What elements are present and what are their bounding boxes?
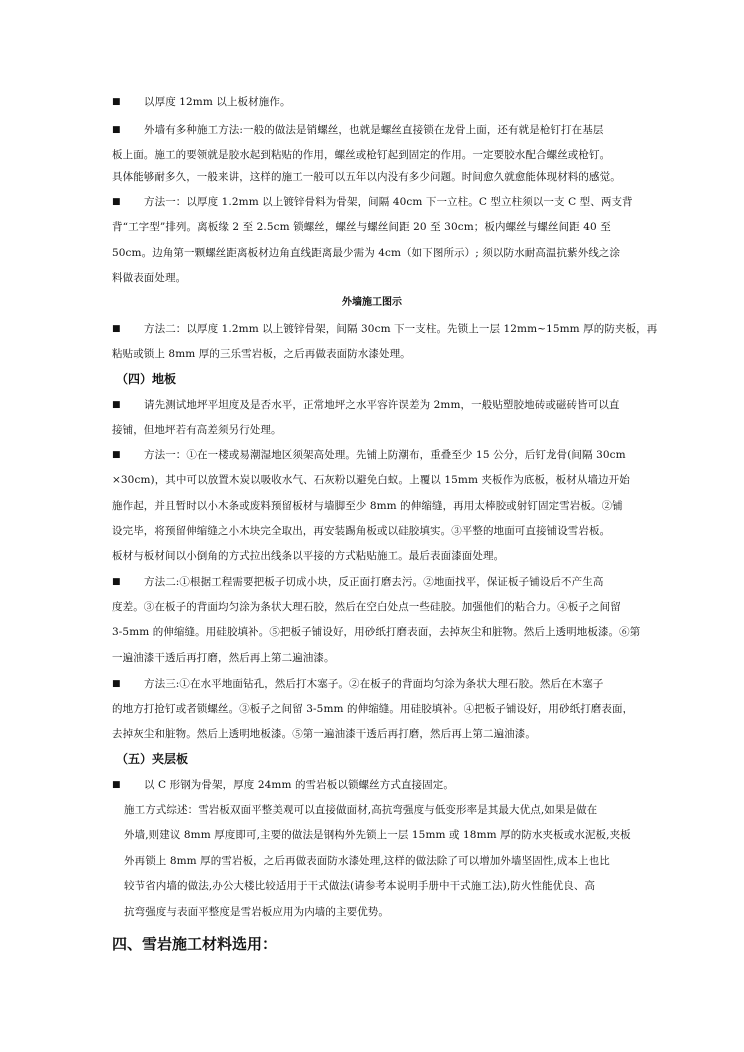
chapter-heading: 四、雪岩施工材料选用：: [112, 935, 278, 953]
paragraph-line: 的地方打抢钉或者锁螺丝。③板子之间留 3-5mm 的伸缩缝。用硅胶填补。④把板子铺设好，用砂纸打磨表面，: [112, 703, 634, 715]
bullet-marker: ■: [112, 197, 121, 207]
paragraph-line: 以 C 形钢为骨架，厚度 24mm 的雪岩板以锁螺丝方式直接固定。: [144, 779, 454, 791]
paragraph-line: ×30cm)，其中可以放置木炭以吸收水气、石灰粉以避免白蚁。上覆以 15mm 夹板作为底板，板材从墙边开始: [112, 474, 630, 486]
paragraph-line: 板上面。施工的要领就是胶水起到粘贴的作用，螺丝或枪钉起到固定的作用。一定要胶水配合螺丝或枪钉。: [112, 149, 611, 161]
bullet-marker: ■: [112, 324, 121, 334]
paragraph-line: 较节省内墙的做法,办公大楼比较适用于干式做法(请参考本说明手册中干式施工法),防火性能优良、高: [124, 880, 596, 892]
paragraph-line: 方法二:①根据工程需要把板子切成小块，反正面打磨去污。②地面找平，保证板子铺设后不产生高: [144, 576, 604, 588]
paragraph-line: 方法一：以厚度 1.2mm 以上镀锌骨料为骨架，间隔 40cm 下一立柱。C 型立柱须以一支 C 型、两支背: [144, 196, 633, 208]
paragraph-line: 背“工字型”排列。离板缘 2 至 2.5cm 锁螺丝，螺丝与螺丝间距 20 至 30cm；板内螺丝与螺丝间距 40 至: [112, 221, 611, 233]
paragraph-line: 设完毕，将预留伸缩缝之小木块完全取出，再安装踢角板或以硅胶填实。③平整的地面可直接铺设雪岩板。: [112, 525, 611, 537]
paragraph-line: 施作起，并且暂时以小木条或废料预留板材与墙脚至少 8mm 的伸缩缝，再用太棒胶或射钉固定雪岩板。②铺: [112, 500, 623, 512]
section-heading: （五）夹层板: [116, 752, 189, 766]
paragraph-line: 一遍油漆干透后再打磨，然后再上第二遍油漆。: [112, 652, 335, 664]
paragraph-line: 抗弯强度与表面平整度是雪岩板应用为内墙的主要优势。: [124, 906, 389, 918]
paragraph-line: 方法三:①在水平地面钻孔，然后打木塞子。②在板子的背面均匀涂为条状大理石胶。然后在木塞子: [144, 678, 604, 690]
paragraph-line: 粘贴或锁上 8mm 厚的三乐雪岩板，之后再做表面防水漆处理。: [112, 348, 411, 360]
paragraph-line: 板材与板材间以小倒角的方式拉出线条以平接的方式粘贴施工。最后表面漆面处理。: [112, 550, 505, 562]
bullet-marker: ■: [112, 780, 121, 790]
bullet-marker: ■: [112, 97, 121, 107]
paragraph-line: 去掉灰尘和脏物。然后上透明地板漆。⑤第一遍油漆干透后再打磨，然后再上第二遍油漆。: [112, 728, 536, 740]
paragraph-line: 50cm。边角第一颗螺丝距离板材边角直线距离最少需为 4cm（如下图所示）; 须以防水耐高温抗紫外线之涂: [112, 247, 621, 259]
paragraph-line: 度差。③在板子的背面均匀涂为条状大理石胶，然后在空白处点一些硅胶。加强他们的粘合力。④板子之间留: [112, 601, 621, 613]
figure-caption: 外墙施工图示: [342, 297, 402, 308]
section-heading: （四）地板: [116, 372, 177, 386]
paragraph-line: 具体能够耐多久，一般来讲，这样的施工一般可以五年以内没有多少问题。时间愈久就愈能体现材料的感觉。: [112, 171, 621, 183]
bullet-marker: ■: [112, 577, 121, 587]
paragraph-line: 料做表面处理。: [112, 272, 187, 284]
paragraph-line: 方法一：①在一楼或易潮湿地区须架高处理。先铺上防潮布，重叠至少 15 公分，后钉龙骨(间隔 30cm: [144, 449, 626, 461]
paragraph-line: 请先测试地坪平坦度及是否水平，正常地坪之水平容许误差为 2mm，一般贴塑胶地砖或磁砖皆可以直: [144, 399, 620, 411]
bullet-marker: ■: [112, 125, 121, 135]
bullet-marker: ■: [112, 679, 121, 689]
paragraph-line: 外墙,则建议 8mm 厚度即可,主要的做法是钢构外先锁上一层 15mm 或 18mm 厚的防水夹板或水泥板,夹板: [124, 829, 631, 841]
paragraph-line: 方法二：以厚度 1.2mm 以上镀锌骨架，间隔 30cm 下一支柱。先锁上一层 12mm~15mm 厚的防夹板，再: [144, 323, 658, 335]
paragraph-line: 3-5mm 的伸缩缝。用硅胶填补。⑤把板子铺设好，用砂纸打磨表面，去掉灰尘和脏物。然后上透明地板漆。⑥第: [112, 626, 641, 638]
paragraph-line: 施工方式综述：雪岩板双面平整美观可以直接做面材,高抗弯强度与低变形率是其最大优点,如果是做在: [124, 804, 598, 816]
bullet-marker: ■: [112, 400, 121, 410]
paragraph-line: 外再锁上 8mm 厚的雪岩板，之后再做表面防水漆处理,这样的做法除了可以增加外墙坚固性,成本上也比: [124, 855, 610, 867]
bullet-marker: ■: [112, 450, 121, 460]
paragraph-line: 以厚度 12mm 以上板材施作。: [144, 96, 291, 108]
paragraph-line: 外墙有多种施工方法:一般的做法是销螺丝，也就是螺丝直接锁在龙骨上面，还有就是枪钉打在基层: [144, 124, 604, 136]
paragraph-line: 接铺，但地坪若有高差须另行处理。: [112, 424, 282, 436]
